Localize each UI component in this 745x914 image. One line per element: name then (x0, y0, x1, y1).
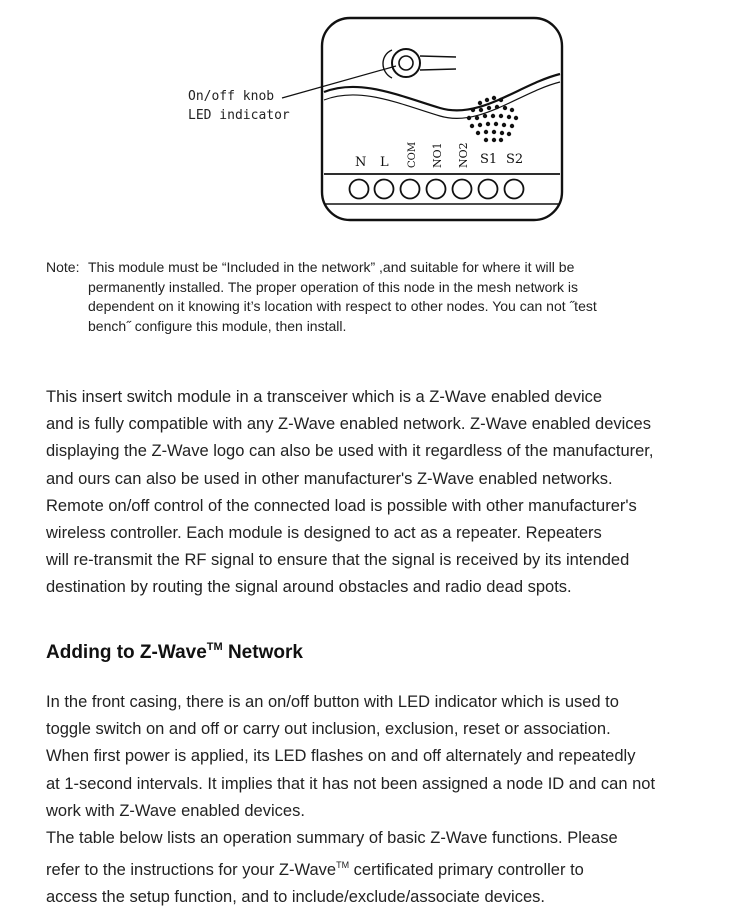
on-off-knob-icon (392, 49, 420, 77)
callout-line-led: LED indicator (188, 108, 290, 123)
section-line: The table below lists an operation summary of basic Z-Wave functions. Please (46, 829, 618, 848)
intro-line: and is fully compatible with any Z-Wave enabled network. Z-Wave enabled devices (46, 415, 651, 434)
intro-line: destination by routing the signal around obstacles and radio dead spots. (46, 578, 572, 597)
led-indicator-icon (399, 56, 413, 70)
intro-line: Remote on/off control of the connected load is possible with other manufacturer's (46, 496, 637, 515)
casing-outline (322, 18, 562, 220)
intro-line: and ours can also be used in other manufacturer's Z-Wave enabled networks. (46, 469, 613, 488)
intro-line: wireless controller. Each module is designed to act as a repeater. Repeaters (46, 524, 602, 543)
section-line (46, 852, 718, 884)
note-block (46, 258, 716, 336)
section-paragraph (46, 689, 718, 912)
section-heading (46, 641, 303, 664)
casing-wave-upper (324, 74, 560, 110)
intro-line: will re-transmit the RF signal to ensure that the signal is received by its intended (46, 551, 630, 570)
note-line: permanently installed. The proper operation of this node in the mesh network is (88, 278, 579, 295)
callout-leader (282, 66, 396, 98)
intro-paragraph (46, 384, 718, 602)
terminal-label-no2: NO2 (457, 142, 470, 168)
section-line: work with Z-Wave enabled devices. (46, 801, 305, 820)
terminal-holes (350, 180, 524, 199)
heading-tail: Network (222, 642, 303, 663)
section-line: toggle switch on and off or carry out inclusion, exclusion, reset or association. (46, 720, 611, 739)
note-line: dependent on it knowing it’s location with respect to other nodes. You can not ˝test (88, 298, 597, 314)
callout-line-knob: On/off knob (188, 89, 275, 104)
controller-tm: TM (336, 860, 350, 871)
terminal-label-s1: S1 (480, 152, 498, 167)
section-line: In the front casing, there is an on/off button with LED indicator which is used to (46, 693, 619, 711)
terminal-label-n: N (355, 155, 367, 170)
intro-line: This insert switch module in a transceiver which is a Z-Wave enabled device (46, 388, 603, 406)
controller-text-a: refer to the instructions for your Z-Wave (46, 861, 337, 880)
heading-tm: TM (206, 641, 223, 653)
knob-slot (420, 56, 456, 70)
note-text (88, 258, 716, 336)
intro-line: displaying the Z-Wave logo can also be used with it regardless of the manufacturer, (46, 442, 654, 461)
heading-main: Adding to Z-Wave (46, 642, 207, 663)
terminal-label-l: L (380, 155, 389, 170)
note-line: This module must be “Included in the network” ,and suitable for where it will be (88, 259, 575, 275)
note-line: bench˝ configure this module, then install. (88, 317, 347, 334)
module-diagram-svg (0, 0, 745, 240)
section-line: When first power is applied, its LED flashes on and off alternately and repeatedly (46, 747, 636, 766)
note-label: Note: (46, 259, 80, 275)
module-diagram (0, 0, 745, 240)
section-line: at 1-second intervals. It implies that it has not been assigned a node ID and can not (46, 774, 656, 793)
terminal-label-s2: S2 (506, 152, 524, 167)
knob-ring (383, 50, 392, 78)
controller-text-b: certificated primary controller to (349, 861, 584, 880)
callout-label (188, 87, 290, 125)
section-line: access the setup function, and to include/exclude/associate devices. (46, 888, 545, 907)
terminal-label-no1: NO1 (431, 142, 444, 168)
terminal-label-com: COM (407, 141, 418, 168)
